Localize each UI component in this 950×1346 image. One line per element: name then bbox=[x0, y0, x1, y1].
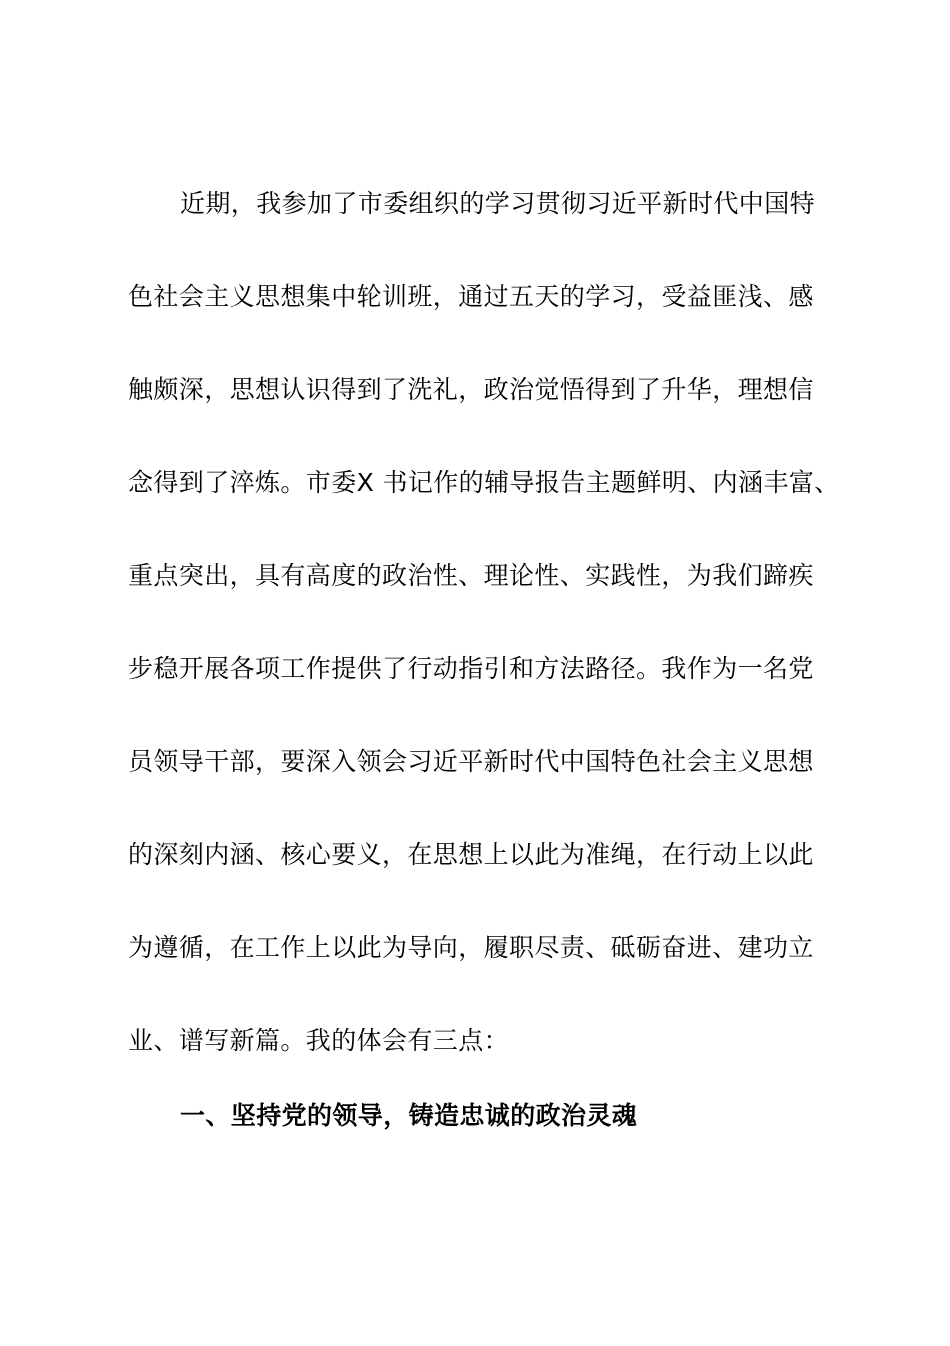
paragraph-line-10: 业、谱写新篇。我的体会有三点： bbox=[128, 1026, 510, 1055]
paragraph-line-3: 触颇深，思想认识得到了洗礼，政治觉悟得到了升华，理想信 bbox=[128, 375, 814, 404]
paragraph-line-7: 员领导干部，要深入领会习近平新时代中国特色社会主义思想 bbox=[128, 747, 814, 776]
paragraph-line-8: 的深刻内涵、核心要义，在思想上以此为准绳，在行动上以此 bbox=[128, 840, 814, 869]
paragraph-line-2: 色社会主义思想集中轮训班，通过五天的学习，受益匪浅、感 bbox=[128, 282, 814, 311]
paragraph-line-9: 为遵循，在工作上以此为导向，履职尽责、砥砺奋进、建功立 bbox=[128, 933, 814, 962]
paragraph-line-4: 念得到了淬炼。市委X 书记作的辅导报告主题鲜明、内涵丰富、 bbox=[128, 468, 840, 497]
paragraph-line-1: 近期，我参加了市委组织的学习贯彻习近平新时代中国特 bbox=[180, 189, 816, 218]
paragraph-line-6: 步稳开展各项工作提供了行动指引和方法路径。我作为一名党 bbox=[128, 654, 814, 683]
section-heading: 一、坚持党的领导，铸造忠诚的政治灵魂 bbox=[180, 1101, 638, 1130]
paragraph-line-5: 重点突出，具有高度的政治性、理论性、实践性，为我们蹄疾 bbox=[128, 561, 814, 590]
